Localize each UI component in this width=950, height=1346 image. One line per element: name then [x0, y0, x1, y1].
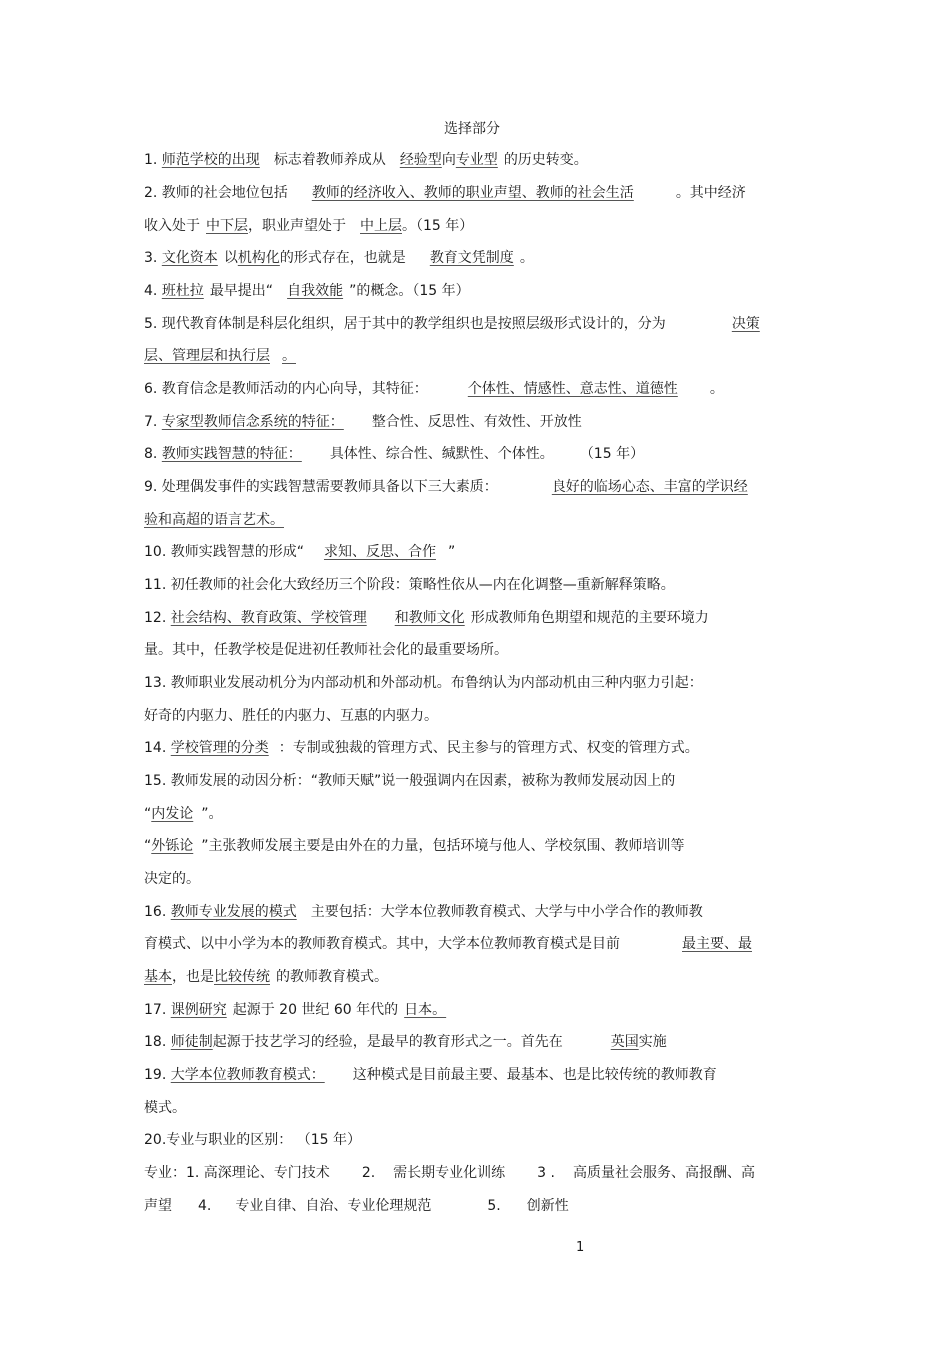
- q5-answer-levels: 层、管理层和执行层: [144, 348, 270, 364]
- q1-text: 标志着教师养成从: [273, 152, 386, 168]
- q19-text-end: 模式。: [144, 1100, 186, 1116]
- q14-number: 14.: [144, 740, 171, 756]
- q16-answer-most: 最主要、最: [682, 936, 752, 952]
- q1-answer-professional: 专业型: [455, 152, 498, 168]
- q9-answer-qualities-cont: 验和高超的语言艺术。: [144, 512, 284, 528]
- q15-quote-open-2: “: [144, 838, 152, 854]
- q10-text: 10. 教师实践智慧的形成“: [144, 544, 304, 560]
- q6-answer-traits: 个体性、情感性、意志性、道德性: [467, 381, 678, 397]
- q19-text: 这种模式是目前最主要、最基本、也是比较传统的教师教育: [352, 1067, 717, 1083]
- q15-text-end: 决定的。: [144, 871, 200, 887]
- question-6: [144, 379, 724, 399]
- q3-answer-cultural-capital: 文化资本: [161, 250, 218, 266]
- question-7: [144, 412, 582, 432]
- q16-number: 16.: [144, 904, 171, 920]
- q5-text: 5. 现代教育体制是科层化组织，居于其中的教学组织也是按照层级形式设计的，分为: [144, 316, 666, 332]
- q15-quote-close: ”。: [201, 806, 223, 822]
- q16-answer-basic: 基本: [144, 969, 172, 985]
- q20-item-5: 创新性: [526, 1198, 569, 1214]
- q3-answer-diploma: 教育文凭制度: [429, 250, 514, 266]
- q20-num-2: 2.: [361, 1165, 376, 1181]
- q2-answer-middle-upper: 中上层: [360, 218, 402, 234]
- question-13-line-2: [144, 706, 438, 726]
- q10-answer-formation: 求知、反思、合作: [323, 544, 436, 560]
- question-2-line-1: [144, 183, 746, 203]
- q2-answer-status: 教师的经济收入、教师的职业声望、教师的社会生活: [311, 185, 634, 201]
- q1-answer-experience: 经验型: [399, 152, 442, 168]
- question-5-line-2: [144, 346, 296, 366]
- question-15-line-1: [144, 771, 675, 791]
- q5-text-end: 。: [282, 348, 296, 364]
- q4-answer-self-efficacy: 自我效能: [287, 283, 344, 299]
- section-title: 选择部分: [444, 121, 500, 137]
- q7-number: 7.: [144, 414, 162, 430]
- q8-answer-practical-wisdom: 教师实践智慧的特征：: [161, 446, 302, 462]
- q1-answer-school: 师范学校的出现: [161, 152, 260, 168]
- question-19-line-2: [144, 1098, 186, 1118]
- q20-item-1: 专业：1. 高深理论、专门技术: [144, 1165, 330, 1181]
- q7-text: 整合性、反思性、有效性、开放性: [371, 414, 582, 430]
- page-number: 1: [576, 1240, 585, 1255]
- question-4: [144, 281, 470, 301]
- q12-answer-factors: 社会结构、教育政策、学校管理: [170, 610, 367, 626]
- q3-text-end: 。: [519, 250, 534, 266]
- question-11: [144, 575, 675, 595]
- q6-text-end: 。: [709, 381, 724, 397]
- question-1: [144, 150, 588, 170]
- question-20: [144, 1130, 361, 1150]
- question-8: [144, 444, 644, 464]
- q11-text: 11. 初任教师的社会化大致经历三个阶段：策略性依从—内在化调整—重新解释策略。: [144, 577, 675, 593]
- q3-number: 3.: [144, 250, 162, 266]
- question-10: [144, 542, 455, 562]
- q12-text-and: 和: [394, 610, 409, 626]
- question-18: [144, 1032, 667, 1052]
- question-15-line-4: [144, 869, 200, 889]
- q18-answer-apprenticeship: 师徒制: [170, 1034, 213, 1050]
- q4-number: 4.: [144, 283, 162, 299]
- q17-number: 17.: [144, 1002, 171, 1018]
- q8-text: 具体性、综合性、缄默性、个体性。: [329, 446, 554, 462]
- q18-text-end: 实施: [638, 1034, 667, 1050]
- q20-item-4: 专业自律、自治、专业伦理规范: [235, 1198, 432, 1214]
- question-16-line-3: [144, 967, 388, 987]
- q15-text-external: ”主张教师发展主要是由外在的力量，包括环境与他人、学校氛围、教师培训等: [201, 838, 685, 854]
- q12-answer-culture: 教师文化: [408, 610, 465, 626]
- question-16-line-1: [144, 902, 703, 922]
- q20-item-2: 需长期专业化训练: [393, 1165, 506, 1181]
- q20-item-3: 高质量社会服务、高报酬、高: [572, 1165, 755, 1181]
- q10-text-end: ”: [447, 544, 456, 560]
- question-17: [144, 1000, 460, 1020]
- q5-answer-decision: 决策: [731, 316, 760, 332]
- q20-item-3-cont: 声望: [144, 1198, 172, 1214]
- question-20-line-2: [144, 1163, 755, 1183]
- q17-text: 起源于 20 世纪 60 年代的: [232, 1002, 399, 1018]
- q2-answer-middle-lower: 中下层: [206, 218, 248, 234]
- q8-year: （15 年）: [579, 446, 645, 462]
- q12-text: 形成教师角色期望和规范的主要环境力: [470, 610, 709, 626]
- q9-text: 9. 处理偶发事件的实践智慧需要教师具备以下三大素质：: [144, 479, 498, 495]
- q7-answer-expert-belief: 专家型教师信念系统的特征：: [161, 414, 344, 430]
- q16-answer-traditional: 比较传统: [214, 969, 270, 985]
- q16-text-end: 的教师教育模式。: [276, 969, 388, 985]
- q1-text-to: 向: [441, 152, 456, 168]
- q13-text-cont: 好奇的内驱力、胜任的内驱力、互惠的内驱力。: [144, 708, 438, 724]
- question-15-line-2: [144, 804, 223, 824]
- q20-num-4: 4.: [198, 1198, 212, 1214]
- q18-text: 起源于技艺学习的经验，是最早的教育形式之一。首先在: [212, 1034, 563, 1050]
- question-19-line-1: [144, 1065, 717, 1085]
- q2-text-end: 。其中经济: [675, 185, 746, 201]
- q8-number: 8.: [144, 446, 162, 462]
- q3-text-by: 以: [223, 250, 238, 266]
- q14-answer-management: 学校管理的分类: [170, 740, 269, 756]
- question-12-line-2: [144, 640, 508, 660]
- q2-text-prestige: ，职业声望处于: [248, 218, 346, 234]
- q20-text: 20.专业与职业的区别： （15 年）: [144, 1132, 361, 1148]
- q15-text: 15. 教师发展的动因分析：“教师天赋”说一般强调内在因素，被称为教师发展动因上的: [144, 773, 676, 789]
- question-2-line-2: [144, 216, 473, 236]
- q4-text: 最早提出“: [209, 283, 274, 299]
- q18-answer-england: 英国: [610, 1034, 639, 1050]
- q15-answer-internal: 内发论: [151, 806, 194, 822]
- question-20-line-3: [144, 1196, 569, 1216]
- q17-answer-japan: 日本。: [404, 1002, 447, 1018]
- question-9-line-2: [144, 510, 314, 530]
- question-14: [144, 738, 699, 758]
- q13-text: 13. 教师职业发展动机分为内部动机和外部动机。布鲁纳认为内部动机由三种内驱力引起：: [144, 675, 703, 691]
- q12-text-cont: 量。其中，任教学校是促进初任教师社会化的最重要场所。: [144, 642, 508, 658]
- q16-text-also: ，也是: [172, 969, 214, 985]
- question-15-line-3: [144, 836, 685, 856]
- q12-number: 12.: [144, 610, 171, 626]
- q15-quote-open: “: [144, 806, 152, 822]
- q19-number: 19.: [144, 1067, 171, 1083]
- q1-text-end: 的历史转变。: [503, 152, 588, 168]
- q16-answer-models: 教师专业发展的模式: [170, 904, 297, 920]
- q18-number: 18.: [144, 1034, 171, 1050]
- question-13-line-1: [144, 673, 703, 693]
- q20-num-5: 5.: [487, 1198, 501, 1214]
- question-5-line-1: [144, 314, 760, 334]
- q9-answer-qualities: 良好的临场心态、丰富的学识经: [551, 479, 748, 495]
- q6-text: 6. 教育信念是教师活动的内心向导，其特征：: [144, 381, 428, 397]
- q2-text-year: 。（15 年）: [402, 218, 474, 234]
- q14-text: ：专制或独裁的管理方式、民主参与的管理方式、权变的管理方式。: [278, 740, 699, 756]
- q4-text-end: ”的概念。（15 年）: [349, 283, 470, 299]
- question-3: [144, 248, 534, 268]
- question-16-line-2: [144, 934, 752, 954]
- q15-answer-external: 外铄论: [151, 838, 194, 854]
- q2-text-income: 收入处于: [144, 218, 200, 234]
- q2-text: 2. 教师的社会地位包括: [144, 185, 288, 201]
- q19-answer-university-model: 大学本位教师教育模式：: [170, 1067, 325, 1083]
- question-12-line-1: [144, 608, 709, 628]
- q20-num-3: 3 .: [537, 1165, 555, 1181]
- question-9-line-1: [144, 477, 772, 497]
- q3-answer-institutional: 机构化: [237, 250, 280, 266]
- q16-text-cont: 育模式、以中小学为本的教师教育模式。其中，大学本位教师教育模式是目前: [144, 936, 620, 952]
- q3-text: 的形式存在，也就是: [279, 250, 406, 266]
- q1-number: 1.: [144, 152, 162, 168]
- q17-answer-lesson-study: 课例研究: [170, 1002, 227, 1018]
- q4-answer-bandura: 班杜拉: [161, 283, 204, 299]
- q16-text: 主要包括：大学本位教师教育模式、大学与中小学合作的教师教: [310, 904, 703, 920]
